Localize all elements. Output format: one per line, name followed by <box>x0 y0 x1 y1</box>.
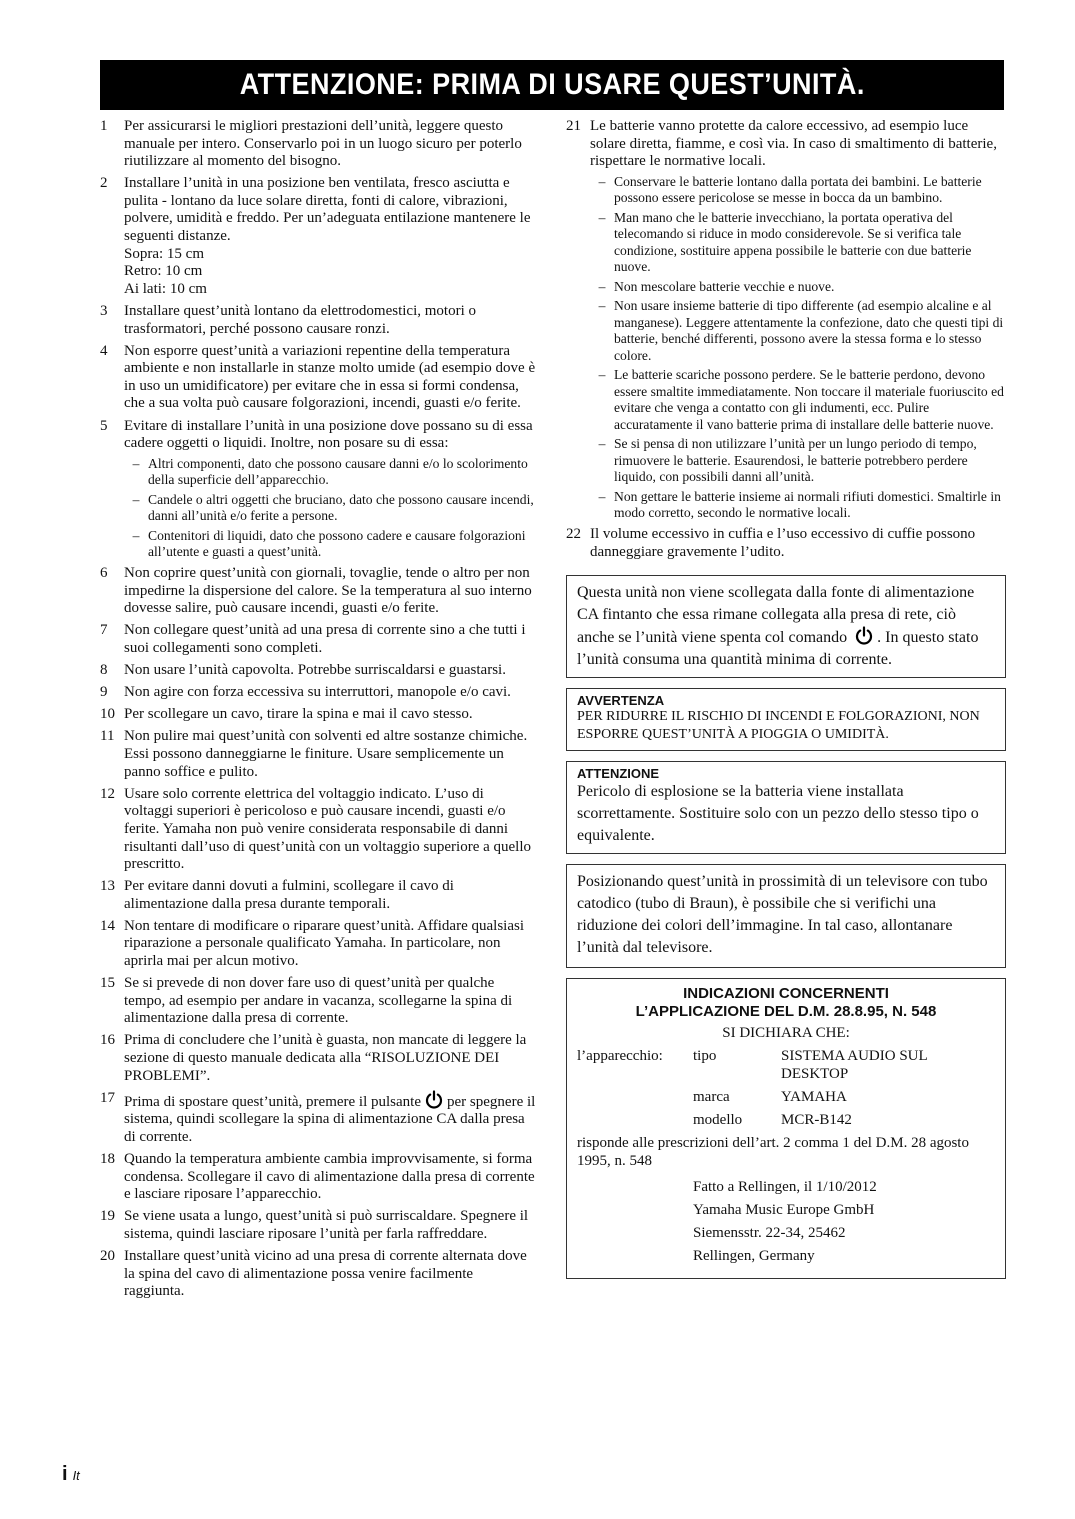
list-item <box>100 118 536 171</box>
list-item <box>100 175 536 298</box>
dash-bullet: – <box>132 491 140 507</box>
item-text: Non esporre quest’unità a variazioni repentine della temperatura ambiente e non installarle in stanze molto umide (ad esempio dove è in uso un umidificatore) per evitare che in essa si formi condensa, che a sua volta può causare folgorazioni, incendi, guasti e/o ferite. <box>124 342 536 412</box>
standby-note-text-before: Questa unità non viene scollegata dalla fonte di alimentazione CA fintanto che essa rimane collegata alla presa di rete, ciò anche se l’unità viene spenta col comando <box>577 584 975 647</box>
item-number: 14 <box>100 917 115 934</box>
dash-bullet: – <box>132 527 140 543</box>
dash-bullet: – <box>132 455 140 471</box>
declaration-box <box>566 978 1006 1279</box>
item-text: Non collegare quest’unità ad una presa di corrente sino a che tutti i suoi collegamenti sono completi. <box>124 622 526 657</box>
sub-item-text: Conservare le batterie lontano dalla portata dei bambini. Le batterie possono essere pericolose se messe in bocca da un bambino. <box>614 173 982 206</box>
caution-box <box>566 761 1006 854</box>
declaration-heading-1: INDICAZIONI CONCERNENTI <box>683 985 889 1003</box>
dash-bullet: – <box>598 173 606 189</box>
item-body <box>124 175 536 298</box>
dash-bullet: – <box>598 209 606 225</box>
page-title: ATTENZIONE: PRIMA DI USARE QUEST’UNITÀ. <box>239 68 865 101</box>
sub-item-text: Non mescolare batterie vecchie e nuove. <box>614 278 835 294</box>
sub-item-text: Se si pensa di non utilizzare l’unità per un lungo periodo di tempo, rimuovere le batterie. Esaurendosi, le batterie potrebbero perdere liquido, con possibili danni all’unità. <box>614 436 977 485</box>
item-number: 4 <box>100 342 108 359</box>
declaration-row <box>577 1111 995 1129</box>
declaration-field: modello <box>693 1112 743 1129</box>
sub-item <box>124 528 536 561</box>
left-column <box>100 118 536 1305</box>
sub-item <box>124 492 536 525</box>
item-body <box>124 622 536 657</box>
item-body <box>124 118 536 171</box>
declaration-label <box>577 1111 693 1129</box>
item-number: 21 <box>566 118 581 134</box>
item-body <box>124 706 536 724</box>
item-number: 12 <box>100 785 115 802</box>
list-item <box>100 418 536 561</box>
dash-bullet: – <box>598 278 606 294</box>
item-number: 16 <box>100 1032 115 1049</box>
item-number: 19 <box>100 1208 115 1225</box>
item-body <box>124 1032 536 1085</box>
signature-line: Siemensstr. 22-34, 25462 <box>693 1225 846 1242</box>
sub-item <box>590 279 1006 296</box>
item-body <box>124 918 536 971</box>
caution-text: Pericolo di esplosione se la batteria viene installata scorrettamente. Sostituire solo con un pezzo dello stesso tipo o equivalente. <box>577 783 979 845</box>
power-icon <box>854 626 874 646</box>
item-number: 11 <box>100 728 115 745</box>
dash-bullet: – <box>598 298 606 314</box>
item-line: Retro: 10 cm <box>124 263 203 280</box>
right-column <box>566 118 1006 1279</box>
sub-item <box>590 174 1006 207</box>
sub-item-text: Altri componenti, dato che possono causare danni e/o lo scolorimento della superficie dell’apparecchio. <box>148 455 528 488</box>
item-text: Evitare di installare l’unità in una posizione dove possano su di essa cadere oggetti o liquidi. Inoltre, non posare su di essa: <box>124 417 533 452</box>
list-item <box>566 526 1006 561</box>
list-item <box>100 1151 536 1204</box>
signature-line: Fatto a Rellingen, il 1/10/2012 <box>693 1179 877 1196</box>
item-body <box>124 684 536 702</box>
list-item <box>100 1208 536 1243</box>
item-number: 7 <box>100 622 108 639</box>
warning-text: PER RIDURRE IL RISCHIO DI INCENDI E FOLGORAZIONI, NON ESPORRE QUEST’UNITÀ A PIOGGIA O UMIDITÀ. <box>577 709 980 743</box>
sub-item-text: Non usare insieme batterie di tipo differente (ad esempio alcaline e al manganese). Leggere attentamente la confezione, dato che questi tipi di batterie, benché differenti, possono avere la stessa forma e lo stesso colore. <box>614 298 1004 363</box>
item-body <box>124 418 536 561</box>
item-line: Ai lati: 10 cm <box>124 280 207 297</box>
item-text: Se si prevede di non dover fare uso di quest’unità per qualche tempo, ad esempio per andare in vacanza, scollegarne la spina di alimentazione dalla presa di corrente. <box>124 975 513 1027</box>
list-item <box>100 684 536 702</box>
item-text: Non usare l’unità capovolta. Potrebbe surriscaldarsi e guastarsi. <box>124 662 506 679</box>
declaration-value: MCR-B142 <box>781 1112 852 1129</box>
item-body <box>124 878 536 913</box>
item-text: Non coprire quest’unità con giornali, tovaglie, tende o altro per non impedirne la dispersione del calore. Se la temperatura al suo interno dovesse salire, può causare incendi, guasti e/o ferite. <box>124 565 532 617</box>
item-body <box>124 662 536 680</box>
sub-item-text: Candele o altri oggetti che bruciano, dato che possono causare incendi, danni all’unità e/o ferite a persone. <box>148 491 534 524</box>
item-body <box>590 526 1006 561</box>
list-item <box>100 622 536 657</box>
item-line: Sopra: 15 cm <box>124 245 204 262</box>
item-text-before: Prima di spostare quest’unità, premere il pulsante <box>124 1093 422 1110</box>
list-item <box>100 706 536 724</box>
item-number: 9 <box>100 684 108 701</box>
item-text: Usare solo corrente elettrica del voltaggio indicato. L’uso di voltaggi superiori è pericoloso e può causare incendi, guasti e/o ferite. Yamaha non può venire considerata responsabile di danni risultanti dall’uso di quest’unità con un voltaggio superiore a quello prescritto. <box>124 785 531 873</box>
item-number: 6 <box>100 565 108 582</box>
list-item <box>100 303 536 338</box>
item-text: Per evitare danni dovuti a fulmini, scollegare il cavo di alimentazione dalla presa durante temporali. <box>124 878 454 912</box>
sub-item <box>590 298 1006 364</box>
dash-bullet: – <box>598 488 606 504</box>
right-list <box>566 118 1006 561</box>
list-item <box>100 918 536 971</box>
dash-bullet: – <box>598 367 606 383</box>
declaration-heading-2: L’APPLICAZIONE DEL D.M. 28.8.95, N. 548 <box>635 1003 937 1021</box>
declaration-declares: SI DICHIARA CHE: <box>722 1025 850 1042</box>
tv-note-box <box>566 864 1006 968</box>
sub-item-text: Non gettare le batterie insieme ai normali rifiuti domestici. Smaltirle in modo corretto, secondo le normative locali. <box>614 488 1001 521</box>
page-footer <box>62 1463 80 1486</box>
item-number: 22 <box>566 526 581 543</box>
item-text: Le batterie vanno protette da calore eccessivo, ad esempio luce solare diretta, fiamme, e così via. In caso di smaltimento di batterie, rispettare le normative locali. <box>590 118 997 170</box>
item-body <box>124 1090 536 1147</box>
list-item <box>100 1032 536 1085</box>
item-body <box>124 975 536 1028</box>
item-number: 17 <box>100 1089 115 1106</box>
item-text: Quando la temperatura ambiente cambia improvvisamente, si forma condensa. Scollegare il cavo di alimentazione dalla presa di corrente e lasciare riposare l’apparecchio. <box>124 1151 535 1203</box>
list-item <box>566 118 1006 522</box>
signature-line: Rellingen, Germany <box>693 1248 815 1265</box>
item-number: 5 <box>100 417 108 434</box>
power-icon <box>424 1090 444 1110</box>
sub-item <box>590 367 1006 433</box>
item-text: Prima di concludere che l’unità è guasta, non mancate di leggere la sezione di questo manuale dedicata alla “RISOLUZIONE DEI PROBLEMI”. <box>124 1032 527 1084</box>
declaration-rows <box>577 1047 995 1129</box>
item-number: 10 <box>100 706 115 723</box>
dash-bullet: – <box>598 436 606 452</box>
item-body <box>124 728 536 781</box>
warning-box <box>566 688 1006 751</box>
item-text: Non pulire mai quest’unità con solventi ed altre sostanze chimiche. Essi possono danneggiarne le finiture. Usare semplicemente un panno soffice e pulito. <box>124 728 528 780</box>
list-item <box>100 1248 536 1301</box>
item-text: Installare quest’unità vicino ad una presa di corrente alternata dove la spina del cavo di alimentazione possa venire facilmente raggiunta. <box>124 1247 527 1300</box>
list-item <box>100 975 536 1028</box>
list-item <box>100 662 536 680</box>
declaration-row <box>577 1047 995 1083</box>
item-text: Installare l’unità in una posizione ben ventilata, fresco asciutta e pulita - lontano da luce solare diretta, fonti di calore, vibrazioni, polvere, umidità e freddo. Per un’adeguata entilazione mantenere le seguenti distanze. <box>124 175 531 245</box>
signature-line: Yamaha Music Europe GmbH <box>693 1202 875 1219</box>
sub-item-text: Man mano che le batterie invecchiano, la portata operativa del telecomando si riduce in modo considerevole. Se si verifica tale condizione, sostituire appena possibile le batterie con due batterie nuove. <box>614 209 972 275</box>
item-body <box>124 1248 536 1301</box>
item-body <box>124 303 536 338</box>
list-item <box>100 878 536 913</box>
item-text: Per scollegare un cavo, tirare la spina e mai il cavo stesso. <box>124 706 473 723</box>
sub-item <box>590 436 1006 486</box>
item-body <box>590 118 1006 522</box>
sub-item <box>590 489 1006 522</box>
item-body <box>124 1208 536 1243</box>
standby-note-box <box>566 575 1006 678</box>
item-number: 3 <box>100 302 108 319</box>
item-number: 2 <box>100 175 108 192</box>
declaration-compliance: risponde alle prescrizioni dell’art. 2 comma 1 del D.M. 28 agosto 1995, n. 548 <box>577 1135 969 1170</box>
item-text: Per assicurarsi le migliori prestazioni dell’unità, leggere questo manuale per intero. Conservarlo poi in un luogo sicuro per poterlo riutilizzare al momento del bisogno. <box>124 118 522 170</box>
declaration-label <box>577 1088 693 1106</box>
item-number: 1 <box>100 118 108 134</box>
standby-note-text-after: . In questo stato l’unità consuma una quantità minima di corrente. <box>577 629 979 669</box>
item-text: Il volume eccessivo in cuffia e l’uso eccessivo di cuffie possono danneggiare gravemente l’udito. <box>590 526 976 560</box>
title-bar <box>100 60 1004 110</box>
declaration-field: tipo <box>693 1048 717 1065</box>
sub-item-text: Contenitori di liquidi, dato che possono cadere e causare folgorazioni all’utente e guasti a quest’unità. <box>148 527 526 560</box>
list-item <box>100 728 536 781</box>
item-body <box>124 1151 536 1204</box>
item-text: Se viene usata a lungo, quest’unità si può surriscaldare. Spegnere il sistema, quindi lasciare riposare l’unità per farla raffreddare. <box>124 1208 529 1242</box>
item-text: Non agire con forza eccessiva su interruttori, manopole e/o cavi. <box>124 684 511 701</box>
sub-item-text: Le batterie scariche possono perdere. Se le batterie perdono, devono essere smaltite immediatamente. Non toccare il materiale fuoriuscito ed evitare che venga a contatto con gli indumenti, ecc. Pulire accuratamente il vano batterie prima di installare delle batterie nuove. <box>614 367 1004 432</box>
item-body <box>124 565 536 618</box>
list-item <box>100 1090 536 1147</box>
item-number: 8 <box>100 662 108 679</box>
item-number: 20 <box>100 1247 115 1264</box>
declaration-row <box>577 1088 995 1106</box>
sub-item <box>590 210 1006 276</box>
page-number: i <box>62 1463 68 1485</box>
declaration-signature <box>693 1176 995 1268</box>
declaration-label: l’apparecchio: <box>577 1048 663 1065</box>
item-number: 18 <box>100 1151 115 1167</box>
item-number: 13 <box>100 878 115 895</box>
item-number: 15 <box>100 975 115 992</box>
warning-heading: AVVERTENZA <box>577 693 665 709</box>
declaration-value: YAMAHA <box>781 1089 847 1106</box>
tv-note-text: Posizionando quest’unità in prossimità di un televisore con tubo catodico (tubo di Braun), è possibile che si verifichi una riduzione dei colori dell’immagine. In tal caso, allontanare l’unità dal televisore. <box>577 873 988 957</box>
item-text: Non tentare di modificare o riparare quest’unità. Affidare qualsiasi riparazione a personale qualificato Yamaha. In particolare, non aprirla mai per alcun motivo. <box>124 917 524 970</box>
item-body <box>124 343 536 413</box>
declaration-value: SISTEMA AUDIO SUL DESKTOP <box>781 1048 928 1083</box>
sub-item <box>124 456 536 489</box>
item-body <box>124 786 536 874</box>
declaration-field: marca <box>693 1089 730 1106</box>
item-text: Installare quest’unità lontano da elettrodomestici, motori o trasformatori, perché possono causare ronzi. <box>124 302 476 337</box>
caution-heading: ATTENZIONE <box>577 766 660 782</box>
list-item <box>100 343 536 413</box>
language-label: It <box>72 1468 80 1483</box>
list-item <box>100 565 536 618</box>
list-item <box>100 786 536 874</box>
item-text-after: per spegnere il sistema, quindi scollegare la spina di alimentazione CA dalla presa di corrente. <box>124 1093 536 1145</box>
